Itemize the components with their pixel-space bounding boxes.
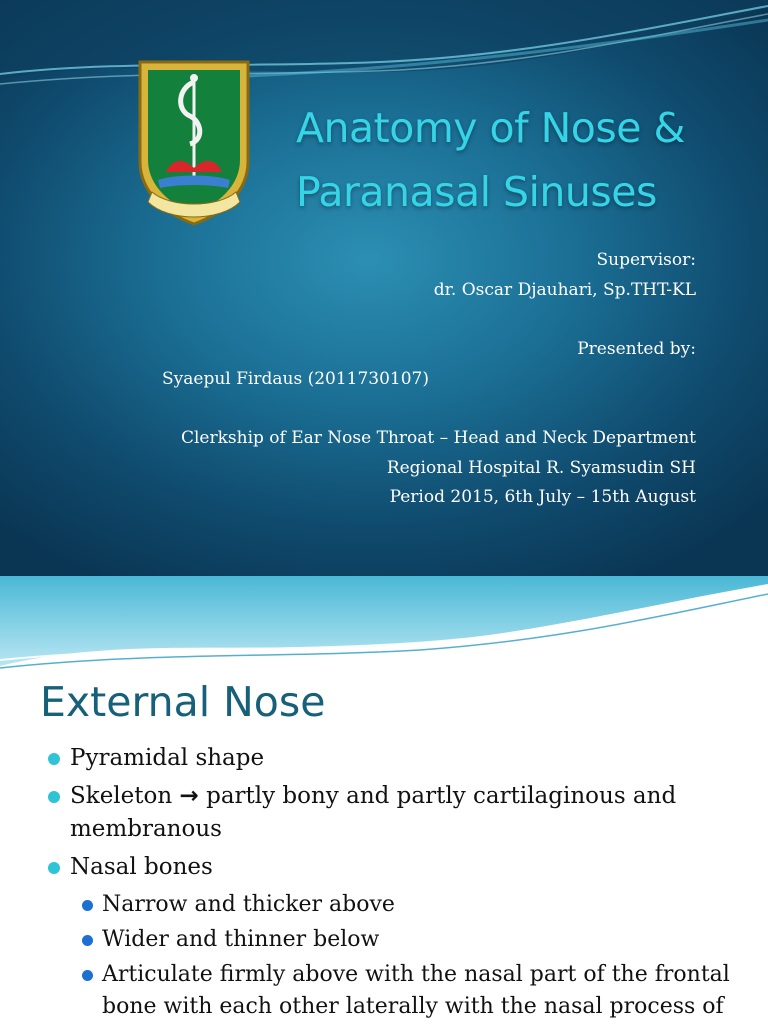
bullet-item [46, 742, 746, 775]
hospital-line: Regional Hospital R. Syamsudin SH [386, 457, 696, 478]
department-line: Clerkship of Ear Nose Throat – Head and Neck Department [180, 428, 696, 448]
right-arrow-icon: → [179, 783, 199, 809]
content-slide [0, 576, 768, 1024]
supervisor-name: dr. Oscar Djauhari, Sp.THT-KL [433, 279, 696, 300]
sub-bullet-text: Wider and thinner below [102, 927, 380, 952]
sub-bullet-text: Articulate firmly above with the nasal part of the frontal bone with each other laterally with the nasal process of [102, 962, 730, 1019]
presenter-name: Syaepul Firdaus (2011730107) [162, 368, 429, 389]
bullet-text: Pyramidal shape [70, 745, 265, 771]
bullet-item [46, 780, 746, 846]
sub-bullet-item [46, 959, 746, 1023]
bullet-dot-icon [48, 753, 60, 765]
bullet-list [46, 742, 746, 1024]
slide-title [296, 96, 766, 224]
title-line-2: Paranasal Sinuses [296, 168, 657, 216]
sub-bullet-dot-icon [82, 900, 93, 911]
supervisor-label: Supervisor: [596, 250, 696, 270]
bullet-text: Skeleton [70, 783, 180, 809]
sub-bullet-text: Narrow and thicker above [102, 892, 395, 917]
hospital-emblem-icon [130, 52, 258, 228]
wave-decoration [0, 576, 768, 672]
presentation-info [76, 246, 696, 513]
sub-bullet-item [46, 889, 746, 921]
sub-bullet-item [46, 924, 746, 956]
sub-bullet-dot-icon [82, 970, 93, 981]
title-line-1: Anatomy of Nose & [296, 104, 685, 152]
presented-by-label: Presented by: [577, 339, 696, 359]
bullet-text: Nasal bones [70, 854, 213, 880]
bullet-text: partly bony and partly cartilaginous and membranous [70, 783, 677, 842]
bullet-dot-icon [48, 791, 60, 803]
bullet-dot-icon [48, 862, 60, 874]
period-line: Period 2015, 6th July – 15th August [389, 487, 696, 507]
slide-heading: External Nose [40, 678, 326, 726]
bullet-item [46, 851, 746, 884]
sub-bullet-dot-icon [82, 935, 93, 946]
